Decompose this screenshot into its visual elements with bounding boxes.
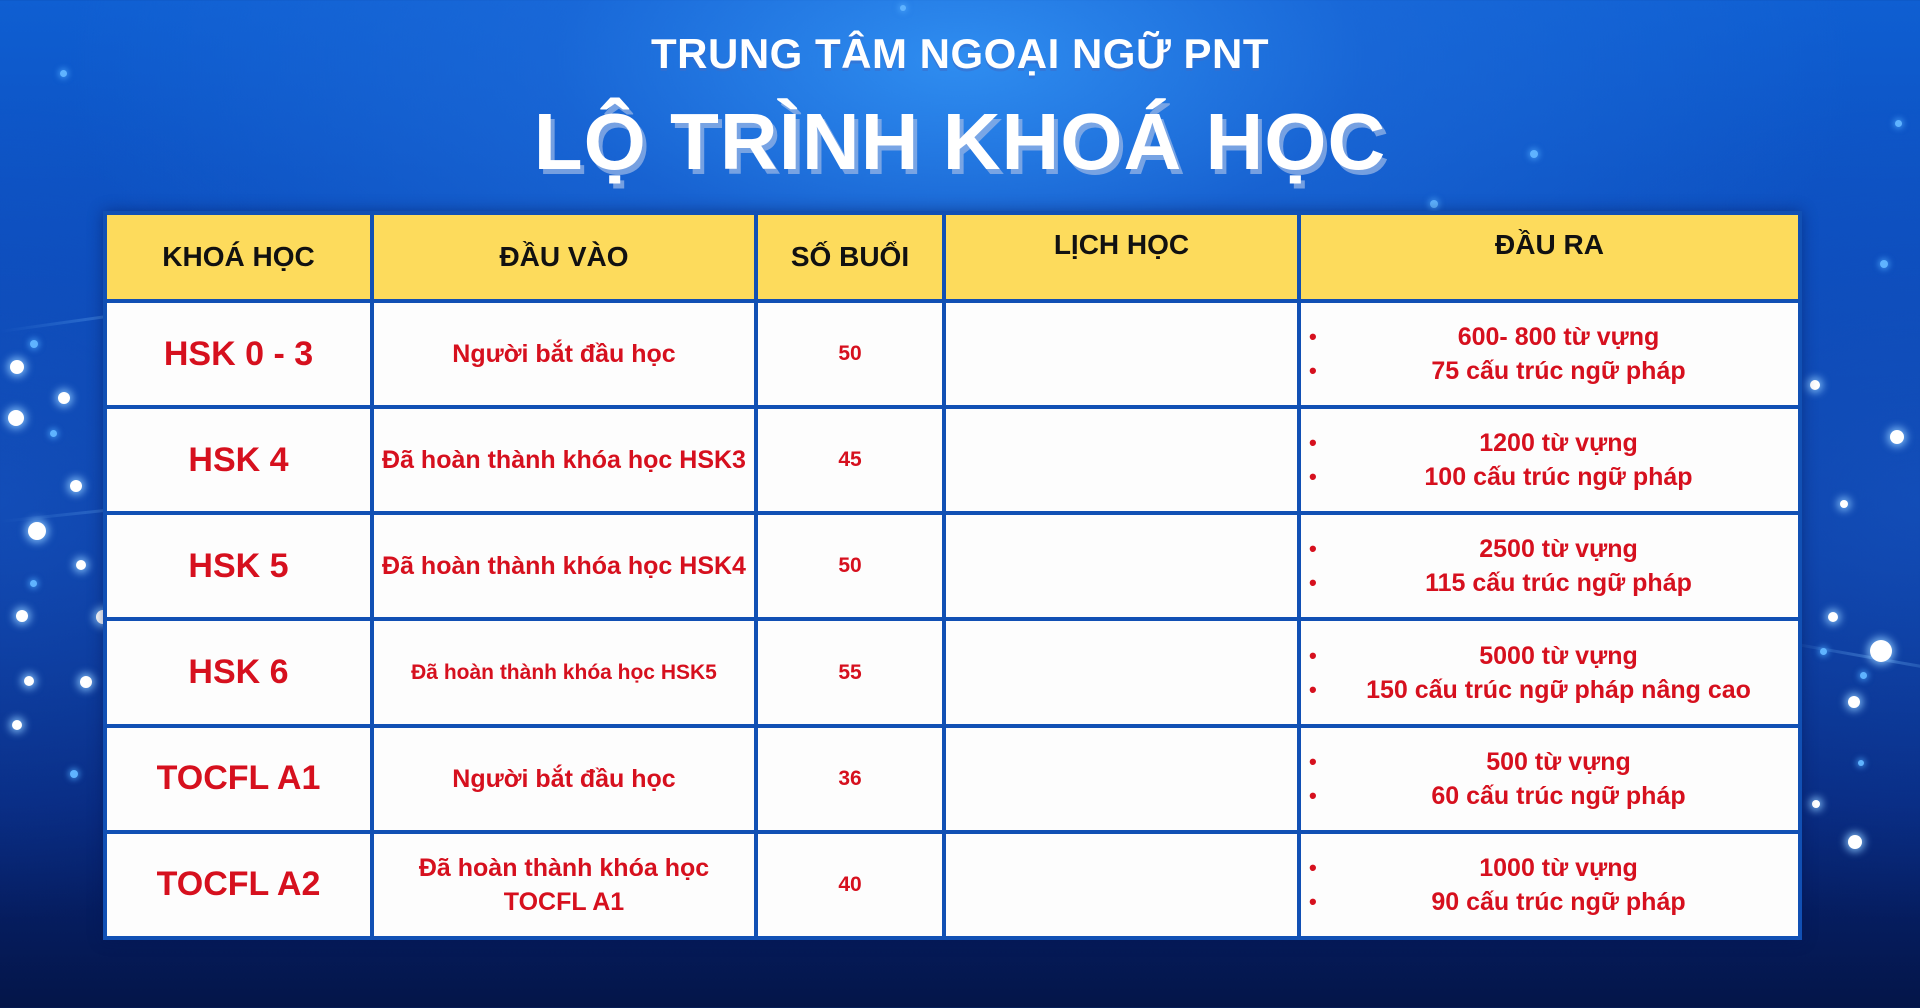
- course-name: TOCFL A1: [105, 726, 372, 832]
- session-count: 36: [756, 726, 944, 832]
- output-cell: [1299, 301, 1800, 407]
- page-title: LỘ TRÌNH KHOÁ HỌC: [533, 97, 1387, 186]
- output-cell: [1299, 726, 1800, 832]
- output-item: • 1200 từ vựng: [1309, 426, 1790, 460]
- table-row: [105, 513, 1800, 619]
- course-name: HSK 6: [105, 619, 372, 725]
- course-name: HSK 4: [105, 407, 372, 513]
- bullet-icon: •: [1309, 536, 1317, 562]
- center-name: TRUNG TÂM NGOẠI NGỮ PNT: [651, 30, 1269, 77]
- output-item: • 2500 từ vựng: [1309, 532, 1790, 566]
- session-count: 40: [756, 832, 944, 938]
- column-header-output: ĐẦU RA: [1299, 213, 1800, 301]
- table-row: [105, 407, 1800, 513]
- table-row: [105, 301, 1800, 407]
- course-name: HSK 0 - 3: [105, 301, 372, 407]
- output-cell: [1299, 619, 1800, 725]
- output-item: • 115 cấu trúc ngữ pháp: [1309, 566, 1790, 600]
- bullet-icon: •: [1309, 570, 1317, 596]
- session-count: 50: [756, 301, 944, 407]
- bullet-icon: •: [1309, 324, 1317, 350]
- table-row: [105, 726, 1800, 832]
- schedule-cell: [944, 513, 1299, 619]
- schedule-cell: [944, 301, 1299, 407]
- session-count: 50: [756, 513, 944, 619]
- table-row: [105, 619, 1800, 725]
- schedule-cell: [944, 832, 1299, 938]
- output-item: • 5000 từ vựng: [1309, 639, 1790, 673]
- course-roadmap-table: [103, 211, 1802, 940]
- output-item: • 500 từ vựng: [1309, 745, 1790, 779]
- bullet-icon: •: [1309, 782, 1317, 808]
- entry-requirement: Đã hoàn thành khóa học TOCFL A1: [372, 832, 756, 938]
- output-cell: [1299, 513, 1800, 619]
- schedule-cell: [944, 726, 1299, 832]
- session-count: 55: [756, 619, 944, 725]
- output-item: • 100 cấu trúc ngữ pháp: [1309, 460, 1790, 494]
- output-item: • 75 cấu trúc ngữ pháp: [1309, 354, 1790, 388]
- bullet-icon: •: [1309, 358, 1317, 384]
- bullet-icon: •: [1309, 854, 1317, 880]
- bullet-icon: •: [1309, 676, 1317, 702]
- output-item: • 60 cấu trúc ngữ pháp: [1309, 779, 1790, 813]
- bullet-icon: •: [1309, 464, 1317, 490]
- entry-requirement: Đã hoàn thành khóa học HSK4: [372, 513, 756, 619]
- column-header-course: KHOÁ HỌC: [105, 213, 372, 301]
- entry-requirement: Người bắt đầu học: [372, 726, 756, 832]
- bullet-icon: •: [1309, 748, 1317, 774]
- output-item: • 150 cấu trúc ngữ pháp nâng cao: [1309, 673, 1790, 707]
- entry-requirement: Đã hoàn thành khóa học HSK5: [372, 619, 756, 725]
- output-cell: [1299, 407, 1800, 513]
- entry-requirement: Người bắt đầu học: [372, 301, 756, 407]
- output-cell: [1299, 832, 1800, 938]
- output-item: • 600- 800 từ vựng: [1309, 320, 1790, 354]
- output-item: • 90 cấu trúc ngữ pháp: [1309, 885, 1790, 919]
- schedule-cell: [944, 407, 1299, 513]
- column-header-sessions: SỐ BUỔI: [756, 213, 944, 301]
- table-header-row: [105, 213, 1800, 301]
- course-name: TOCFL A2: [105, 832, 372, 938]
- course-name: HSK 5: [105, 513, 372, 619]
- schedule-cell: [944, 619, 1299, 725]
- bullet-icon: •: [1309, 642, 1317, 668]
- column-header-entry: ĐẦU VÀO: [372, 213, 756, 301]
- column-header-schedule: LỊCH HỌC: [944, 213, 1299, 301]
- session-count: 45: [756, 407, 944, 513]
- bullet-icon: •: [1309, 888, 1317, 914]
- bullet-icon: •: [1309, 430, 1317, 456]
- entry-requirement: Đã hoàn thành khóa học HSK3: [372, 407, 756, 513]
- output-item: • 1000 từ vựng: [1309, 851, 1790, 885]
- table-row: [105, 832, 1800, 938]
